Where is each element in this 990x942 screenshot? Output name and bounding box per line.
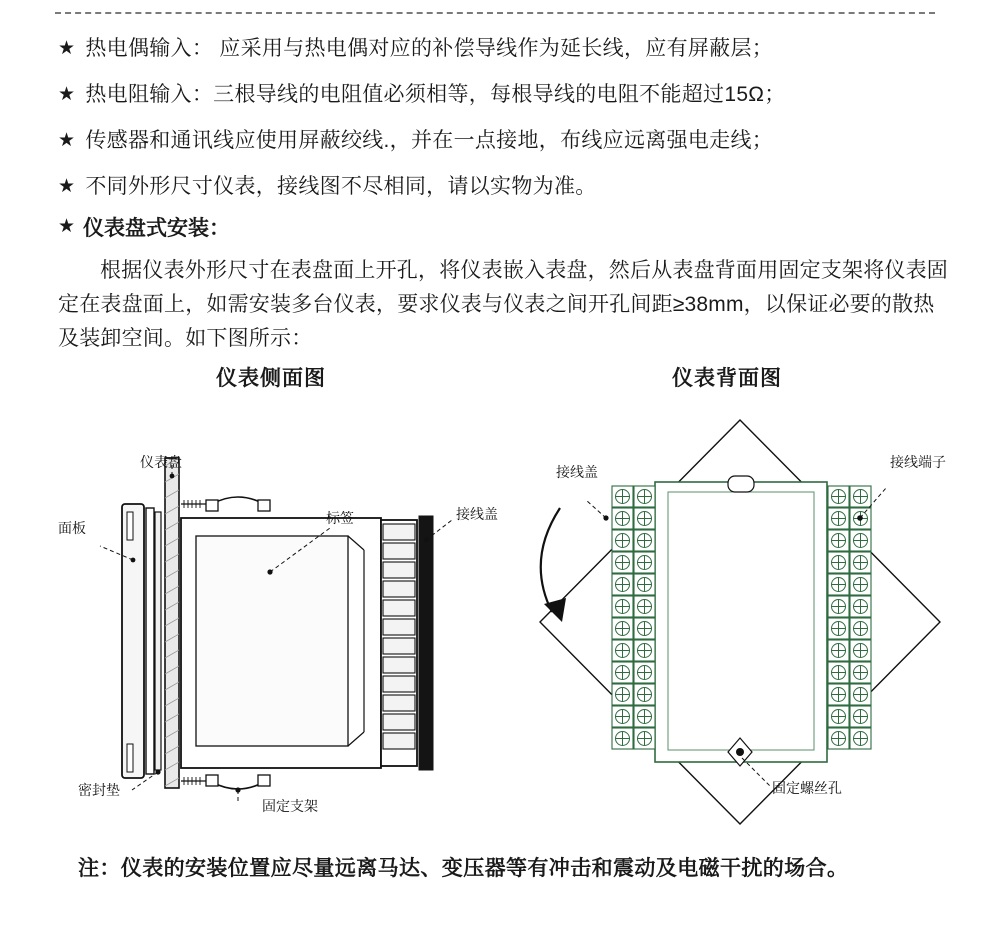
section-heading — [58, 212, 230, 242]
label-fixing-bracket: 固定支架 — [262, 798, 318, 814]
body-paragraph: 根据仪表外形尺寸在表盘面上开孔，将仪表嵌入表盘，然后从表盘背面用固定支架将仪表固定在表盘面上，如需安装多台仪表，要求仪表与仪表之间开孔间距≥38mm，以保证必要的散热及装卸空间。如下图所示： — [58, 259, 948, 350]
back-view-figure — [540, 420, 940, 824]
side-view-figure — [100, 458, 452, 804]
label-terminal-cover-side: 接线盖 — [456, 506, 498, 522]
top-divider — [55, 12, 935, 14]
label-screw-hole: 固定螺丝孔 — [772, 780, 842, 796]
label-tag: 标签 — [326, 510, 354, 526]
section-heading-text: 仪表盘式安装： — [83, 217, 231, 240]
star-icon: ★ — [58, 38, 76, 59]
footer-note: 注：仪表的安装位置应尽量远离马达、变压器等有冲击和震动及电磁干扰的场合。 — [78, 857, 849, 880]
figure-title-back-view: 仪表背面图 — [672, 367, 782, 390]
label-panel-board: 仪表盘 — [140, 454, 182, 470]
figure-title-side-view: 仪表侧面图 — [216, 367, 326, 390]
bullet-list — [58, 34, 958, 212]
list-item — [58, 126, 958, 156]
star-icon: ★ — [58, 176, 76, 197]
label-terminal-cover-back: 接线盖 — [556, 464, 598, 480]
star-icon: ★ — [58, 216, 76, 237]
label-front-panel: 面板 — [58, 520, 86, 536]
list-item-text: 热电阻输入：三根导线的电阻值必须相等，每根导线的电阻不能超过15Ω； — [85, 83, 786, 106]
list-item — [58, 34, 958, 64]
list-item-text: 传感器和通讯线应使用屏蔽绞线.，并在一点接地，布线应远离强电走线； — [85, 129, 774, 152]
label-gasket: 密封垫 — [78, 782, 120, 798]
star-icon: ★ — [58, 130, 76, 151]
diagram-area — [0, 400, 990, 840]
list-item — [58, 172, 958, 202]
list-item-text: 不同外形尺寸仪表，接线图不尽相同，请以实物为准。 — [85, 175, 597, 198]
list-item — [58, 80, 958, 110]
star-icon: ★ — [58, 84, 76, 105]
list-item-text: 热电偶输入： 应采用与热电偶对应的补偿导线作为延长线，应有屏蔽层； — [85, 37, 774, 60]
label-terminal-block: 接线端子 — [890, 454, 946, 470]
